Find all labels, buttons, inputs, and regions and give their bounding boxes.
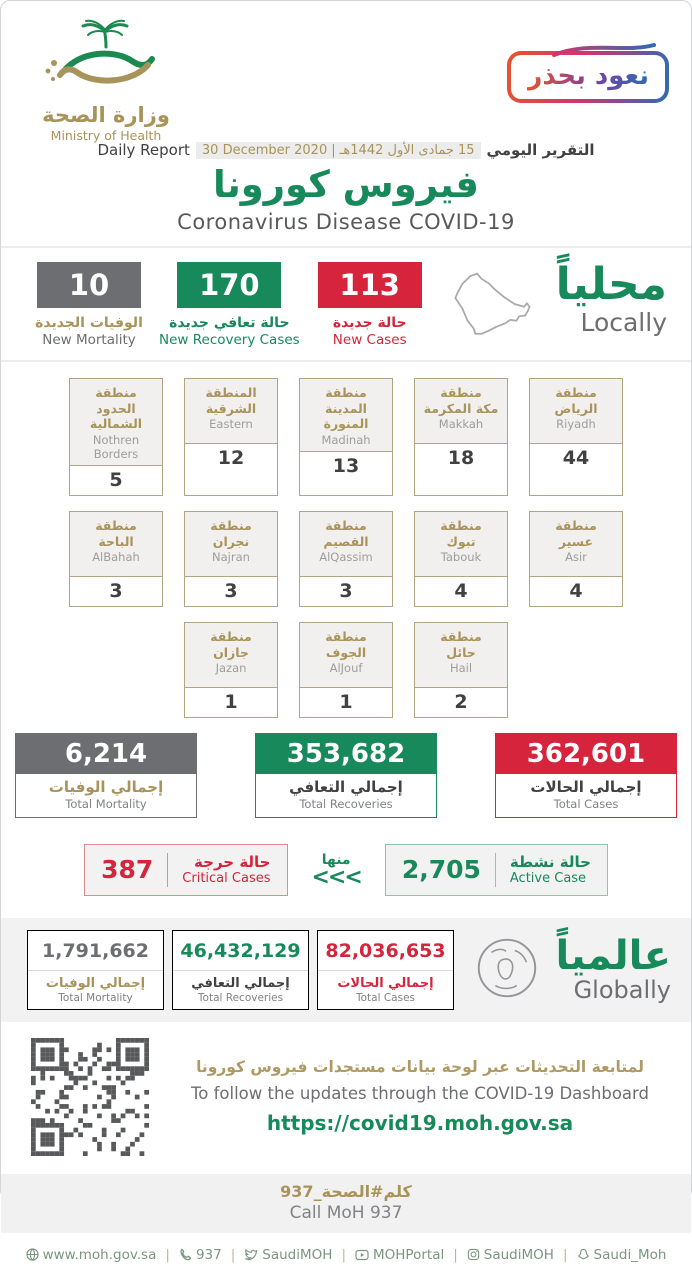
- moh-logo-name-ar: وزارة الصحة: [42, 103, 170, 127]
- region-value: 4: [530, 576, 622, 606]
- global-cases-box: [317, 930, 454, 1010]
- region-value: 12: [185, 443, 277, 473]
- global-recoveries-box: [172, 930, 309, 1010]
- region-name-en: Madinah: [321, 432, 371, 447]
- total-mortality-label-ar: إجمالي الوفيات: [48, 777, 164, 796]
- region-najran: [184, 511, 278, 607]
- snapchat-icon: [577, 1248, 590, 1261]
- return-with-caution-badge: [507, 51, 669, 103]
- badge-swoosh-icon: [549, 39, 659, 59]
- daily-report-label-ar: التقرير اليومي: [486, 141, 595, 159]
- dashboard-line-ar: لمتابعة التحديثات عبر لوحة بيانات مستجدات فيروس كورونا: [196, 1058, 644, 1077]
- region-jazan: [184, 622, 278, 718]
- global-cases-label-ar: إجمالي الحالات: [337, 975, 434, 991]
- global-cases-value: 82,036,653: [318, 931, 453, 971]
- new-recoveries-value: 170: [177, 262, 281, 308]
- total-cases-label-ar: إجمالي الحالات: [530, 777, 642, 796]
- active-cases-value: 2,705: [401, 855, 481, 885]
- region-name-ar: منطقة الباحة: [95, 517, 137, 549]
- region-name-ar: منطقة مكة المكرمة: [423, 385, 499, 416]
- region-name-en: Najran: [212, 550, 250, 565]
- page-title-ar: فيروس كورونا: [212, 163, 480, 206]
- report-date-line: [1, 141, 691, 159]
- region-value: 18: [415, 443, 507, 473]
- of-which-label: منها: [321, 851, 351, 868]
- new-mortality-stat: [33, 262, 145, 348]
- new-mortality-label-en: New Mortality: [42, 332, 136, 348]
- chevrons-left-icon: <<<: [311, 864, 361, 890]
- footer-social-links: [1, 1233, 691, 1277]
- global-mortality-label-ar: إجمالي الوفيات: [45, 975, 146, 991]
- call-moh-band: [1, 1174, 691, 1233]
- region-hail: [414, 622, 508, 718]
- twitter-icon: [244, 1248, 258, 1261]
- region-tabouk: [414, 511, 508, 607]
- region-name-ar: منطقة تبوك: [440, 517, 482, 549]
- total-cases-label-en: Total Cases: [553, 796, 619, 811]
- region-name-en: Nothren Borders: [92, 432, 140, 461]
- region-name-en: Jazan: [215, 661, 247, 676]
- region-name-ar: منطقة جازان: [210, 628, 252, 660]
- new-recoveries-label-en: New Recovery Cases: [159, 332, 300, 348]
- moh-logo-name-en: Ministry of Health: [50, 128, 162, 143]
- region-name-en: Eastern: [209, 417, 253, 432]
- new-cases-label-en: New Cases: [332, 332, 407, 348]
- region-name-en: AlJouf: [329, 661, 363, 676]
- region-value: 5: [70, 465, 162, 495]
- dashboard-line-en: To follow the updates through the COVID-19 Dashboard: [190, 1084, 649, 1104]
- divider: [495, 853, 496, 887]
- region-name-en: AlBahah: [92, 550, 140, 565]
- region-name-ar: منطقة الرياض: [554, 385, 598, 416]
- region-name-ar: منطقة نجران: [210, 517, 252, 549]
- critical-active-row: [1, 844, 691, 896]
- youtube-label: MOHPortal: [373, 1246, 445, 1263]
- region-name-ar: منطقة حائل: [440, 628, 482, 660]
- globally-heading-ar: عالمياً: [555, 932, 671, 979]
- region-value: 3: [70, 576, 162, 606]
- call-moh-ar: كلم#الصحة_937: [280, 1181, 412, 1201]
- critical-cases-box: [84, 844, 287, 896]
- page-title-en: Coronavirus Disease COVID-19: [177, 210, 515, 234]
- region-alqassim: [299, 511, 393, 607]
- phone-link[interactable]: [179, 1247, 222, 1263]
- region-name-ar: منطقة عسير: [555, 517, 597, 549]
- region-name-ar: منطقة الجوف: [325, 628, 367, 660]
- dashboard-url-link[interactable]: https://covid19.moh.gov.sa: [266, 1111, 574, 1136]
- critical-cases-label-en: Critical Cases: [182, 871, 271, 887]
- globally-heading-en: Globally: [573, 975, 671, 1004]
- active-cases-label-en: Active Case: [509, 871, 587, 887]
- global-cases-label-en: Total Cases: [355, 991, 416, 1004]
- global-mortality-value: 1,791,662: [28, 931, 163, 971]
- badge-text: نعود بحذر: [527, 61, 649, 91]
- total-recoveries-box: [255, 733, 437, 818]
- region-value: 3: [185, 576, 277, 606]
- region-value: 1: [300, 687, 392, 717]
- region-aljouf: [299, 622, 393, 718]
- locally-heading-ar: محلياً: [555, 259, 667, 310]
- total-mortality-value: 6,214: [16, 734, 196, 774]
- date-separator: |: [331, 142, 336, 158]
- region-name-ar: المنطقة الشرقية: [205, 385, 257, 416]
- active-cases-box: [385, 844, 608, 896]
- global-recoveries-label-en: Total Recoveries: [197, 991, 284, 1004]
- snapchat-link[interactable]: [577, 1247, 667, 1263]
- region-nothren-borders: [69, 378, 163, 496]
- region-riyadh: [529, 378, 623, 496]
- globally-section: [1, 918, 691, 1022]
- total-cases-box: [495, 733, 677, 818]
- new-cases-label-ar: حالة جديدة: [332, 315, 407, 331]
- new-recoveries-label-ar: حالة تعافي جديدة: [169, 315, 290, 331]
- new-mortality-label-ar: الوفيات الجديدة: [35, 315, 143, 331]
- moh-logo: [31, 21, 181, 143]
- instagram-link[interactable]: [467, 1247, 554, 1263]
- active-cases-label-ar: حالة نشطة: [509, 853, 591, 872]
- total-mortality-box: [15, 733, 197, 818]
- region-name-en: Tabouk: [440, 550, 482, 565]
- region-makkah: [414, 378, 508, 496]
- report-dates: [196, 142, 481, 159]
- total-cases-value: 362,601: [496, 734, 676, 774]
- regions-grid: [1, 378, 691, 718]
- region-value: 3: [300, 576, 392, 606]
- new-recoveries-stat: [159, 262, 300, 348]
- youtube-link[interactable]: [355, 1247, 444, 1263]
- region-name-en: Riyadh: [556, 417, 596, 432]
- total-recoveries-value: 353,682: [256, 734, 436, 774]
- twitter-link[interactable]: [244, 1247, 332, 1263]
- region-name-ar: منطقة الحدود الشمالية: [89, 385, 143, 432]
- new-mortality-value: 10: [37, 262, 141, 308]
- footer-separator: |: [341, 1246, 346, 1263]
- region-value: 1: [185, 687, 277, 717]
- region-value: 44: [530, 443, 622, 473]
- call-moh-en: Call MoH 937: [289, 1202, 403, 1223]
- phone-icon: [179, 1248, 192, 1261]
- saudi-map-icon: [444, 264, 540, 350]
- youtube-icon: [355, 1249, 369, 1261]
- region-value: 4: [415, 576, 507, 606]
- global-recoveries-value: 46,432,129: [173, 931, 308, 971]
- footer-separator: |: [165, 1246, 170, 1263]
- region-value: 2: [415, 687, 507, 717]
- twitter-label: SaudiMOH: [262, 1246, 333, 1263]
- instagram-label: SaudiMOH: [483, 1246, 554, 1263]
- region-madinah: [299, 378, 393, 496]
- locally-section: [1, 246, 691, 362]
- footer-separator: |: [562, 1246, 568, 1263]
- region-name-en: Hail: [449, 661, 473, 676]
- qr-code: [31, 1038, 149, 1156]
- snapchat-label: Saudi_Moh: [593, 1246, 667, 1263]
- total-recoveries-label-ar: إجمالي التعافي: [289, 777, 403, 796]
- region-name-ar: منطقة المدينة المنورة: [323, 385, 369, 432]
- region-name-ar: منطقة القصيم: [323, 517, 369, 549]
- new-cases-value: 113: [318, 262, 422, 308]
- divider: [167, 853, 168, 887]
- moh-logo-emblem-icon: [36, 21, 176, 97]
- footer-separator: |: [230, 1246, 236, 1263]
- phone-label: 937: [195, 1246, 222, 1263]
- header: [1, 1, 691, 234]
- global-mortality-label-en: Total Mortality: [58, 991, 133, 1004]
- instagram-icon: [467, 1248, 480, 1261]
- critical-cases-value: 387: [101, 855, 154, 885]
- dashboard-section: [1, 1022, 691, 1166]
- region-name-en: AlQassim: [319, 550, 373, 565]
- total-mortality-label-en: Total Mortality: [65, 796, 147, 811]
- global-mortality-box: [27, 930, 164, 1010]
- global-recoveries-label-ar: إجمالي التعافي: [191, 975, 290, 991]
- website-link[interactable]: [26, 1247, 157, 1263]
- footer-separator: |: [453, 1246, 458, 1263]
- region-name-en: Makkah: [438, 417, 484, 432]
- locally-heading-en: Locally: [580, 308, 667, 338]
- region-asir: [529, 511, 623, 607]
- globe-icon: [26, 1248, 39, 1261]
- region-eastern: [184, 378, 278, 496]
- totals-row: [1, 733, 691, 818]
- globe-icon: [472, 933, 542, 1007]
- gregorian-date: 30 December 2020: [201, 142, 328, 158]
- total-recoveries-label-en: Total Recoveries: [299, 796, 393, 811]
- region-albahah: [69, 511, 163, 607]
- hijri-date: 15 جمادى الأول 1442هـ: [339, 142, 475, 158]
- region-name-en: Asir: [565, 550, 587, 565]
- website-label: www.moh.gov.sa: [42, 1246, 157, 1263]
- of-which-arrows: [312, 852, 361, 888]
- daily-report-label-en: Daily Report: [97, 141, 190, 159]
- region-value: 13: [300, 451, 392, 481]
- critical-cases-label-ar: حالة حرجة: [194, 853, 271, 872]
- new-cases-stat: [314, 262, 426, 348]
